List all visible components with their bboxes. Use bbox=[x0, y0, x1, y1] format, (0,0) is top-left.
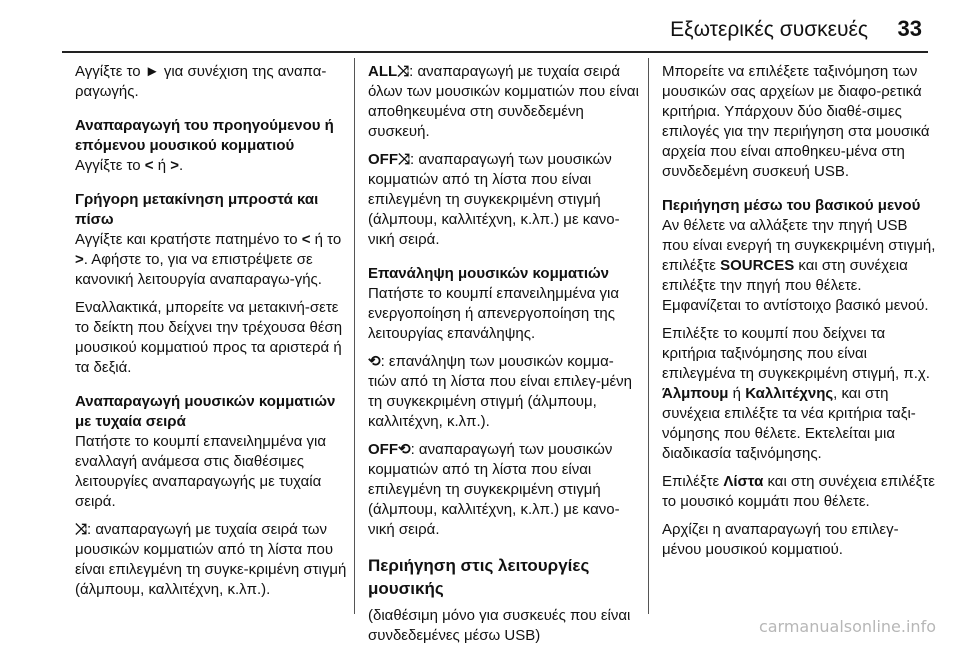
paragraph: ⟲: επανάληψη των μουσικών κομμα-τιών από τη λίστα που είναι επιλεγ-μένη τη συγκεκριμένη στιγμή (άλμπουμ, καλλιτέχνη, κ.λπ.). bbox=[368, 353, 633, 430]
column-2 bbox=[368, 62, 642, 654]
paragraph: Επιλέξτε το κουμπί που δείχνει τα κριτήρια ταξινόμησης που είναι επιλεγμένα τη συγκεκριμένη στιγμή, π.χ. Άλμπουμ ή Καλλιτέχνης, και στη συνέχεια επιλέξτε τα νέα κριτήρια ταξι-νόμησης που θέλετε. Εκτελείται μια διαδικασία ταξινόμησης. bbox=[662, 325, 930, 462]
watermark: carmanualsonline.info bbox=[758, 617, 936, 636]
album-label: Άλμπουμ bbox=[662, 385, 729, 402]
paragraph: OFF⟲: αναπαραγωγή των μουσικών κομματιών από τη λίστα που είναι επιλεγμένη τη συγκεκριμένη στιγμή (άλμπουμ, καλλιτέχνη, κ.λπ.) με κανο-νική σειρά. bbox=[368, 441, 620, 538]
list-label: Λίστα bbox=[723, 473, 764, 490]
repeat-off-icon: OFF⟲ bbox=[368, 441, 411, 458]
repeat-icon: ⟲ bbox=[368, 353, 381, 370]
paragraph: OFF⤨: αναπαραγωγή των μουσικών κομματιών από τη λίστα που είναι επιλεγμένη τη συγκεκριμένη στιγμή (άλμπουμ, καλλιτέχνη, κ.λπ.) με κανο-νική σειρά. bbox=[368, 151, 620, 248]
shuffle-icon: ⤨ bbox=[75, 521, 88, 538]
paragraph: ALL⤨: αναπαραγωγή με τυχαία σειρά όλων των μουσικών κομματιών που είναι αποθηκευμένα στη συνδεδεμένη συσκευή. bbox=[368, 63, 639, 140]
paragraph: Αν θέλετε να αλλάξετε την πηγή USB που είναι ενεργή τη συγκεκριμένη στιγμή, επιλέξτε SOURCES και στη συνέχεια επιλέξτε την πηγή που θέλετε. Εμφανίζεται το αντίστοιχο βασικό μενού. bbox=[662, 217, 936, 314]
paragraph: Επιλέξτε Λίστα και στη συνέχεια επιλέξτε το μουσικό κομμάτι που θέλετε. bbox=[662, 473, 935, 510]
shuffle-off-icon: OFF⤨ bbox=[368, 151, 410, 168]
section-heading-large: Περιήγηση στις λειτουργίες μουσικής bbox=[368, 556, 590, 598]
paragraph: Αρχίζει η αναπαραγωγή του επιλεγ-μένου μουσικού κομματιού. bbox=[662, 521, 899, 558]
paragraph: Πατήστε το κουμπί επανειλημμένα για εναλλαγή ανάμεσα στις διαθέσιμες λειτουργίες αναπαραγωγής με τυχαία σειρά. bbox=[75, 433, 327, 510]
section-heading: Γρήγορη μετακίνηση μπροστά και πίσω bbox=[75, 191, 319, 228]
paragraph: Αγγίξτε το ► για συνέχιση της αναπα-ραγωγής. bbox=[75, 63, 327, 100]
paragraph: Αγγίξτε και κρατήστε πατημένο το < ή το >. Αφήστε το, για να επιστρέψετε σε κανονική λειτουργία αναπαραγω-γής. bbox=[75, 231, 342, 288]
section-heading: Αναπαραγωγή του προηγούμενου ή επόμενου μουσικού κομματιού bbox=[75, 117, 334, 154]
paragraph: Πατήστε το κουμπί επανειλημμένα για ενεργοποίηση ή απενεργοποίηση της λειτουργίας επανάληψης. bbox=[368, 285, 620, 342]
paragraph: Αγγίξτε το < ή >. bbox=[75, 157, 184, 174]
section-heading: Περιήγηση μέσω του βασικού μενού bbox=[662, 197, 921, 214]
paragraph: Μπορείτε να επιλέξετε ταξινόμηση των μουσικών σας αρχείων με διαφο-ρετικά κριτήρια. Υπάρχουν δύο διαθέ-σιμες επιλογές για την περιήγηση στα μουσικά αρχεία που είναι αποθηκευ-μένα στη συνδεδεμένη συσκευή USB. bbox=[662, 63, 930, 180]
previous-icon: < bbox=[301, 231, 311, 248]
paragraph: (διαθέσιμη μόνο για συσκευές που είναι συνδεδεμένες μέσω USB) bbox=[368, 607, 631, 644]
paragraph: ⤨: αναπαραγωγή με τυχαία σειρά των μουσικών κομματιών από τη λίστα που είναι επιλεγμένη τη συγκε-κριμένη στιγμή (άλμπουμ, καλλιτέχνη, κ.λπ.). bbox=[75, 521, 347, 598]
section-heading: Αναπαραγωγή μουσικών κομματιών με τυχαία σειρά bbox=[75, 393, 336, 430]
shuffle-all-icon: ALL⤨ bbox=[368, 63, 410, 80]
column-3 bbox=[662, 62, 936, 568]
artist-label: Καλλιτέχνης bbox=[745, 385, 834, 402]
next-icon: > bbox=[170, 157, 180, 174]
previous-icon: < bbox=[144, 157, 154, 174]
header-divider bbox=[62, 51, 928, 53]
play-icon: ► bbox=[144, 63, 160, 80]
chapter-title: Εξωτερικές συσκευές bbox=[670, 18, 868, 41]
column-divider-2 bbox=[648, 58, 649, 614]
section-heading: Επανάληψη μουσικών κομματιών bbox=[368, 265, 610, 282]
paragraph: Εναλλακτικά, μπορείτε να μετακινή-σετε το δείκτη που δείχνει την τρέχουσα θέση μουσικού κομματιού προς τα αριστερά ή τα δεξιά. bbox=[75, 299, 343, 376]
column-1 bbox=[75, 62, 349, 608]
next-icon: > bbox=[75, 251, 84, 268]
sources-label: SOURCES bbox=[720, 257, 795, 274]
page-number: 33 bbox=[897, 16, 922, 41]
page-header bbox=[0, 0, 960, 52]
column-divider-1 bbox=[354, 58, 355, 614]
